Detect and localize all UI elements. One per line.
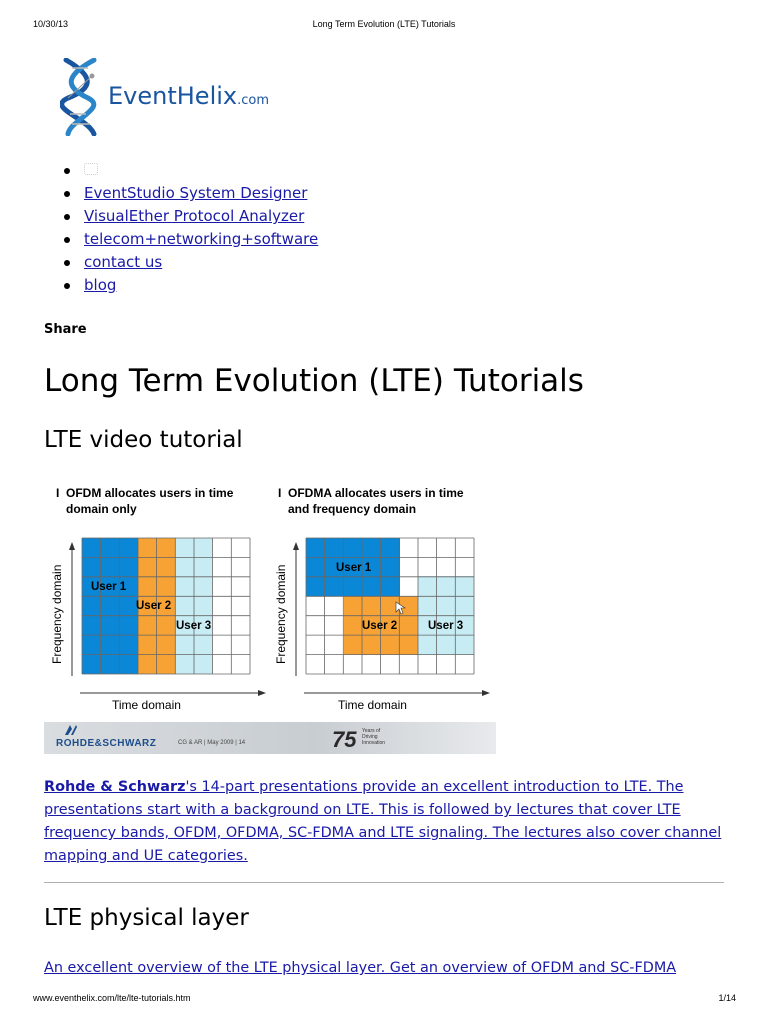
ofdm-freq-axis-label: Frequency domain [50, 564, 64, 664]
print-date: 10/30/13 [33, 19, 69, 29]
dna-helix-icon [60, 58, 104, 136]
ofdm-time-axis-label: Time domain [112, 698, 181, 712]
section-divider [44, 882, 724, 883]
print-page-number: 1/14 [718, 993, 736, 1003]
nav-item [84, 205, 584, 228]
presentations-link[interactable]: 's 14-part presentations provide an excellent introduction to LTE. The presentations start with a background on LTE. This is followed by lectures that cover LTE frequency bands, OFDM, OFDMA, SC-FDMA and LTE signaling. The lectures also cover channel mapping and UE categories. [44, 779, 722, 864]
print-title: Long Term Evolution (LTE) Tutorials [312, 19, 456, 29]
rohde-schwarz-logo-icon [64, 724, 78, 736]
nav-link-eventstudio[interactable]: EventStudio System Designer [84, 184, 308, 202]
ofdma-user1-label: User 1 [336, 562, 372, 574]
ofdm-user2-label: User 2 [136, 600, 172, 612]
rohde-schwarz-paragraph [44, 776, 724, 868]
rohde-schwarz-link[interactable]: Rohde & Schwarz [44, 779, 186, 795]
nav-item [84, 251, 584, 274]
slide-footer-75: 75 [332, 727, 357, 752]
physical-layer-paragraph [44, 957, 724, 980]
print-url: www.eventhelix.com/lte/lte-tutorials.htm [33, 993, 191, 1003]
nav-link-blog[interactable]: blog [84, 276, 117, 294]
slide-footer-meta: CG & AR | May 2009 | 14 [178, 740, 246, 746]
ofdma-user3-label: User 3 [428, 620, 464, 632]
physical-layer-link[interactable]: An excellent overview of the LTE physical layer. Get an overview of OFDM and SC-FDMA [44, 960, 677, 976]
slide-footer-years: Years of Driving Innovation [362, 728, 386, 746]
ofdm-user1-label: User 1 [91, 581, 127, 593]
logo-wordmark: EventHelix.com [108, 82, 270, 110]
nav-item [84, 274, 584, 297]
page-title: Long Term Evolution (LTE) Tutorials [44, 363, 584, 399]
ofdma-time-axis-label: Time domain [338, 698, 407, 712]
broken-image-icon [84, 163, 98, 175]
ofdm-user3-label: User 3 [176, 620, 212, 632]
ofdm-grid-diagram [44, 478, 496, 722]
nav-link-telecom[interactable]: telecom+networking+software [84, 230, 319, 248]
ofdma-user2-label: User 2 [362, 620, 398, 632]
lte-video-slide[interactable]: I OFDM allocates users in time domain only I OFDMA allocates users in time and frequency domain Frequency domain Frequency domain Time domain Time domain User 1 User 2 User 3 User 1 User 2 User 3 ROHDE&SCHWARZ CG & AR | May 2009 | 14 75 Years of Driving Innovation [44, 478, 496, 754]
nav-list [44, 159, 584, 297]
slide-footer-company: ROHDE&SCHWARZ [56, 738, 157, 749]
slide-footer-bar [44, 722, 496, 754]
nav-item [84, 228, 584, 251]
ofdm-user3-block [175, 538, 212, 674]
nav-link-contact[interactable]: contact us [84, 253, 163, 271]
nav-item-broken-image [84, 159, 584, 182]
eventhelix-logo[interactable] [60, 58, 270, 136]
ofdma-freq-axis-label: Frequency domain [274, 564, 288, 664]
nav-link-visualether[interactable]: VisualEther Protocol Analyzer [84, 207, 305, 225]
nav-item [84, 182, 584, 205]
share-label[interactable]: Share [44, 322, 87, 337]
ofdm-user1-block [82, 538, 138, 674]
physical-section-heading: LTE physical layer [44, 905, 249, 931]
video-section-heading: LTE video tutorial [44, 427, 243, 453]
